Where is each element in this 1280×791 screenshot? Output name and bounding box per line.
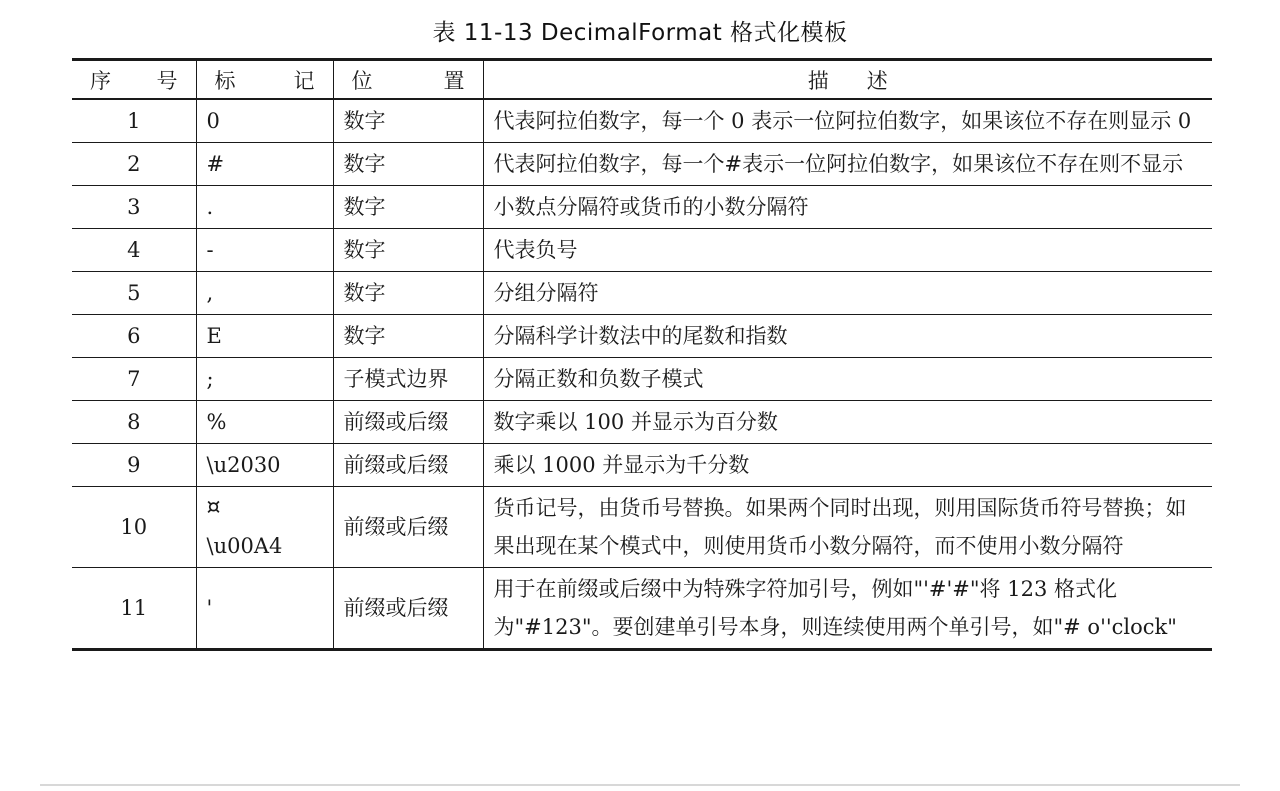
row-index: 10 [72, 487, 196, 568]
row-index: 9 [72, 444, 196, 487]
mark-symbol: \u00A4 [206, 534, 283, 558]
table-row [72, 444, 1212, 487]
table-row [72, 315, 1212, 358]
mark-symbol: % [206, 410, 227, 434]
header-description: 描述 [483, 60, 1212, 100]
mark-symbol: E [206, 324, 222, 348]
row-description: 数字乘以 100 并显示为百分数 [483, 401, 1212, 444]
mark-symbol: - [206, 238, 214, 262]
row-mark [196, 229, 333, 272]
row-mark [196, 358, 333, 401]
row-mark [196, 99, 333, 143]
table-row [72, 487, 1212, 568]
row-description: 用于在前缀或后缀中为特殊字符加引号，例如"'#'#"将 123 格式化为"#123"。要创建单引号本身，则连续使用两个单引号，如"# o''clock" [483, 568, 1212, 650]
mark-symbol: . [206, 195, 214, 219]
table-row [72, 272, 1212, 315]
row-position: 子模式边界 [333, 358, 483, 401]
header-index: 序 号 [90, 68, 178, 93]
table-row [72, 568, 1212, 650]
row-index: 5 [72, 272, 196, 315]
row-description: 货币记号，由货币号替换。如果两个同时出现，则用国际货币符号替换；如果出现在某个模式中，则使用货币小数分隔符，而不使用小数分隔符 [483, 487, 1212, 568]
table-header-row [72, 60, 1212, 100]
row-description: 小数点分隔符或货币的小数分隔符 [483, 186, 1212, 229]
row-position: 数字 [333, 315, 483, 358]
mark-symbol: , [206, 281, 214, 305]
mark-symbol: # [206, 152, 225, 176]
row-index: 3 [72, 186, 196, 229]
row-position: 前缀或后缀 [333, 487, 483, 568]
row-description: 分隔正数和负数子模式 [483, 358, 1212, 401]
table-row [72, 186, 1212, 229]
row-position: 数字 [333, 272, 483, 315]
row-description: 乘以 1000 并显示为千分数 [483, 444, 1212, 487]
mark-symbol: ' [206, 596, 213, 620]
row-description: 分组分隔符 [483, 272, 1212, 315]
row-index: 6 [72, 315, 196, 358]
row-position: 数字 [333, 229, 483, 272]
mark-symbol: \u2030 [206, 453, 281, 477]
row-mark [196, 444, 333, 487]
row-position: 数字 [333, 143, 483, 186]
row-mark [196, 272, 333, 315]
mark-symbol: ; [206, 367, 214, 391]
format-template-table [72, 58, 1212, 651]
row-position: 前缀或后缀 [333, 568, 483, 650]
row-mark [196, 568, 333, 650]
table-row [72, 401, 1212, 444]
table-row [72, 99, 1212, 143]
table-row [72, 143, 1212, 186]
table-row [72, 358, 1212, 401]
row-description: 分隔科学计数法中的尾数和指数 [483, 315, 1212, 358]
row-description: 代表阿拉伯数字，每一个 0 表示一位阿拉伯数字，如果该位不存在则显示 0 [483, 99, 1212, 143]
table-body [72, 99, 1212, 650]
row-mark [196, 401, 333, 444]
row-index: 4 [72, 229, 196, 272]
page-rule [40, 784, 1240, 786]
row-index: 1 [72, 99, 196, 143]
row-mark [196, 487, 333, 568]
row-index: 11 [72, 568, 196, 650]
row-mark [196, 186, 333, 229]
mark-symbol: 0 [206, 109, 220, 133]
header-mark: 标 记 [196, 60, 333, 100]
row-position: 数字 [333, 186, 483, 229]
row-index: 7 [72, 358, 196, 401]
row-position: 前缀或后缀 [333, 444, 483, 487]
row-description: 代表负号 [483, 229, 1212, 272]
table-row [72, 229, 1212, 272]
row-position: 前缀或后缀 [333, 401, 483, 444]
row-index: 2 [72, 143, 196, 186]
row-index: 8 [72, 401, 196, 444]
row-mark [196, 143, 333, 186]
row-description: 代表阿拉伯数字，每一个#表示一位阿拉伯数字，如果该位不存在则不显示 [483, 143, 1212, 186]
header-position: 位 置 [333, 60, 483, 100]
row-position: 数字 [333, 99, 483, 143]
row-mark [196, 315, 333, 358]
mark-symbol: ¤ [206, 495, 221, 520]
table-caption: 表 11-13 DecimalFormat 格式化模板 [432, 20, 848, 46]
